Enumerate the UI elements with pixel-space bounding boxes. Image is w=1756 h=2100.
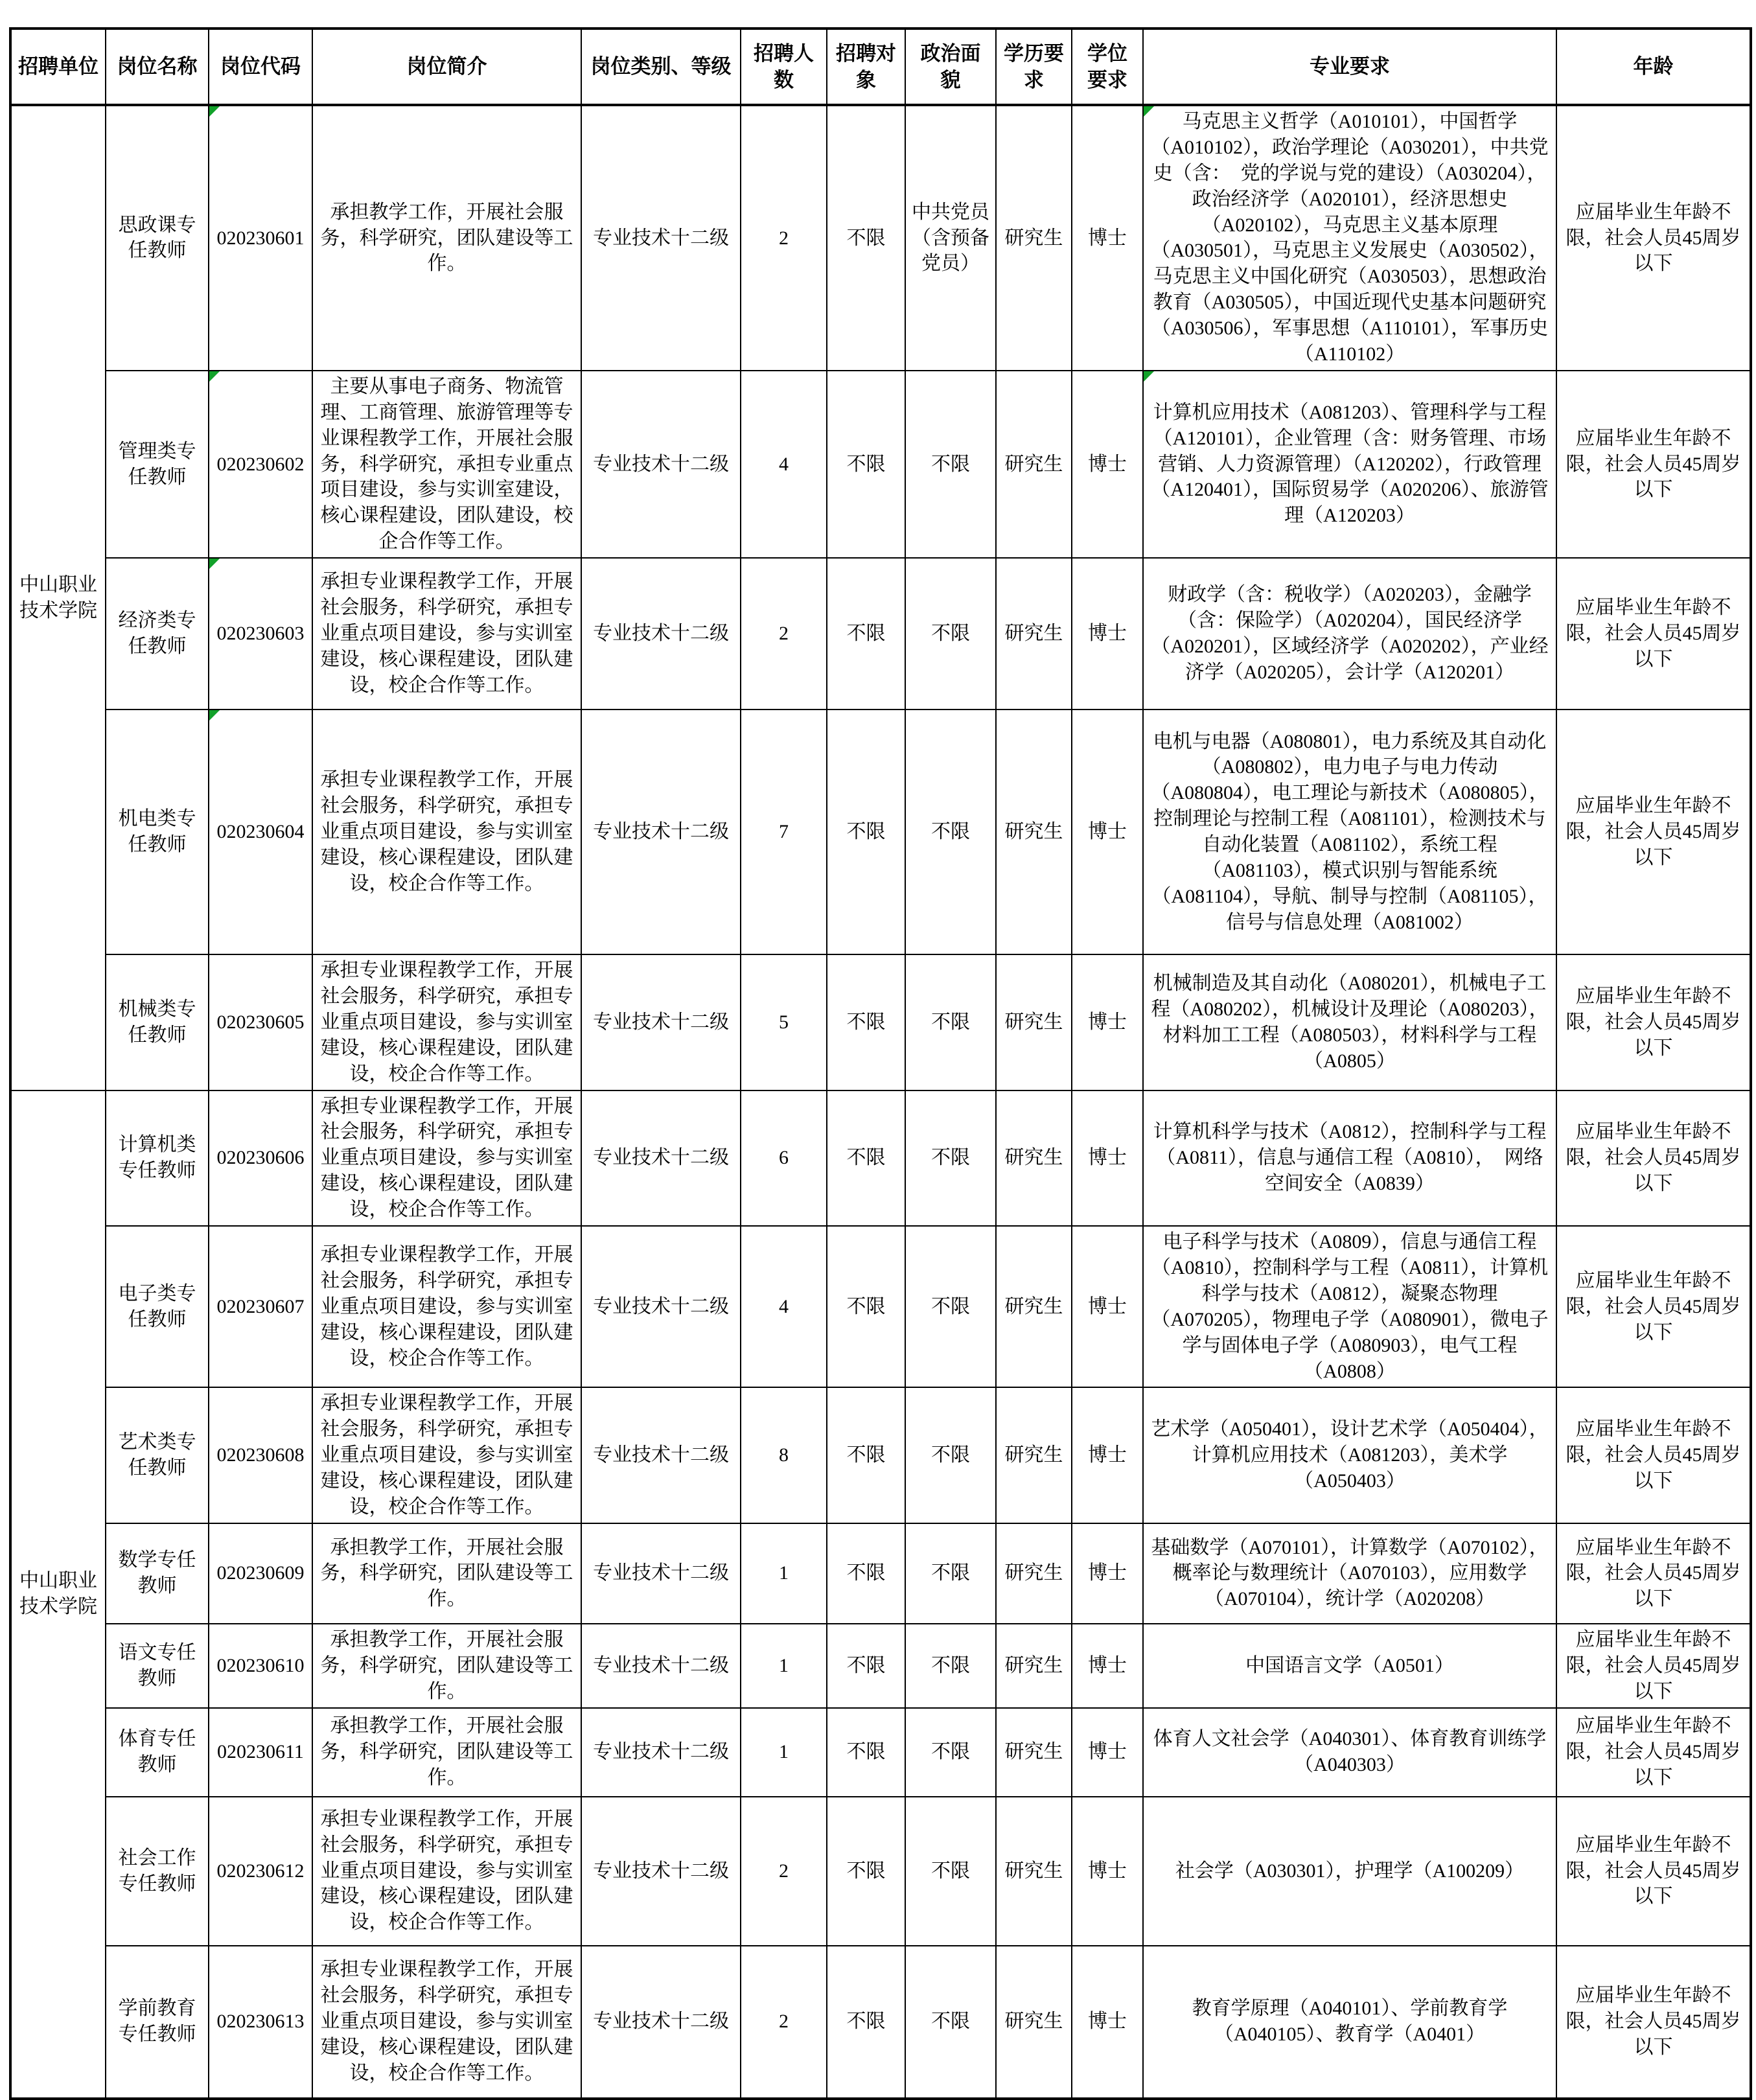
age-cell: 应届毕业生年龄不限，社会人员45周岁以下 [1556, 1387, 1751, 1523]
political-cell: 不限 [905, 954, 996, 1090]
education-cell: 研究生 [996, 1797, 1072, 1946]
code-text: 020230605 [216, 1011, 305, 1033]
job-desc-cell: 承担教学工作，开展社会服务，科学研究，团队建设等工作。 [312, 1624, 581, 1708]
count-cell: 4 [741, 1226, 827, 1387]
table-body [10, 105, 1751, 2099]
target-cell: 不限 [827, 1090, 905, 1226]
col-header: 学历要求 [996, 29, 1072, 105]
job-code-cell [209, 105, 312, 371]
count-cell: 2 [741, 1797, 827, 1946]
table-row [10, 954, 1751, 1090]
job-name-cell: 数学专任教师 [106, 1523, 209, 1624]
job-name-cell: 学前教育专任教师 [106, 1946, 209, 2099]
degree-cell: 博士 [1072, 710, 1143, 954]
political-cell: 不限 [905, 1624, 996, 1708]
majors-text: 马克思主义哲学（A010101），中国哲学（A010102），政治学理论（A030201），中共党史（含： 党的学说与党的建设）（A030204），政治经济学（A020101），经济思想史（A020102），马克思主义基本原理（A030501），马克思主义发展史（A030502），马克思主义中国化研究（A030503），思想政治教育（A030505），中国近现代史基本问题研究（A030506），军事思想（A110101），军事历史（A110102） [1151, 111, 1549, 365]
degree-cell: 博士 [1072, 1090, 1143, 1226]
table-row [10, 1226, 1751, 1387]
majors-cell [1143, 1708, 1556, 1797]
majors-text: 艺术学（A050401），设计艺术学（A050404），计算机应用技术（A081203），美术学（A050403） [1151, 1418, 1549, 1492]
majors-cell [1143, 1523, 1556, 1624]
political-cell: 不限 [905, 1523, 996, 1624]
degree-cell: 博士 [1072, 1226, 1143, 1387]
majors-cell [1143, 558, 1556, 710]
job-name-cell: 电子类专任教师 [106, 1226, 209, 1387]
degree-cell: 博士 [1072, 1946, 1143, 2099]
education-cell: 研究生 [996, 1946, 1072, 2099]
table-row [10, 1523, 1751, 1624]
unit-cell: 中山职业技术学院 [10, 105, 106, 1090]
target-cell: 不限 [827, 1946, 905, 2099]
code-text: 020230606 [216, 1147, 305, 1169]
political-cell: 不限 [905, 1387, 996, 1523]
col-header: 政治面貌 [905, 29, 996, 105]
count-cell: 1 [741, 1708, 827, 1797]
job-name-cell: 社会工作专任教师 [106, 1797, 209, 1946]
col-header: 招聘单位 [10, 29, 106, 105]
political-cell: 不限 [905, 1946, 996, 2099]
error-flag-icon [1144, 106, 1154, 117]
majors-text: 计算机科学与技术（A0812），控制科学与工程（A0811），信息与通信工程（A0810）， 网络空间安全（A0839） [1153, 1121, 1547, 1195]
job-name-cell: 艺术类专任教师 [106, 1387, 209, 1523]
political-cell: 不限 [905, 1797, 996, 1946]
job-desc-cell: 主要从事电子商务、物流管理、工商管理、旅游管理等专业课程教学工作，开展社会服务，科学研究，承担专业重点项目建设，参与实训室建设，核心课程建设，团队建设，校企合作等工作。 [312, 371, 581, 558]
majors-cell [1143, 1946, 1556, 2099]
col-header: 岗位代码 [209, 29, 312, 105]
target-cell: 不限 [827, 1624, 905, 1708]
majors-text: 体育人文社会学（A040301）、体育教育训练学（A040303） [1153, 1728, 1547, 1776]
category-cell: 专业技术十二级 [581, 1708, 741, 1797]
job-name-cell: 体育专任教师 [106, 1708, 209, 1797]
education-cell: 研究生 [996, 558, 1072, 710]
political-cell: 不限 [905, 1226, 996, 1387]
category-cell: 专业技术十二级 [581, 1090, 741, 1226]
job-code-cell [209, 1708, 312, 1797]
majors-text: 电子科学与技术（A0809），信息与通信工程（A0810），控制科学与工程（A0811），计算机科学与技术（A0812），凝聚态物理（A070205），物理电子学（A080901），微电子学与固体电子学（A080903），电气工程（A0808） [1151, 1231, 1549, 1382]
code-text: 020230604 [216, 821, 305, 843]
category-cell: 专业技术十二级 [581, 954, 741, 1090]
count-cell: 2 [741, 558, 827, 710]
job-code-cell [209, 1797, 312, 1946]
count-cell: 2 [741, 1946, 827, 2099]
political-cell: 中共党员（含预备党员） [905, 105, 996, 371]
age-cell: 应届毕业生年龄不限，社会人员45周岁以下 [1556, 1797, 1751, 1946]
education-cell: 研究生 [996, 1226, 1072, 1387]
degree-cell: 博士 [1072, 105, 1143, 371]
category-cell: 专业技术十二级 [581, 371, 741, 558]
category-cell: 专业技术十二级 [581, 1387, 741, 1523]
majors-text: 教育学原理（A040101）、学前教育学（A040105）、教育学（A0401） [1192, 1998, 1508, 2046]
code-text: 020230602 [216, 453, 305, 475]
col-header: 招聘对象 [827, 29, 905, 105]
degree-cell: 博士 [1072, 1624, 1143, 1708]
job-desc-cell: 承担专业课程教学工作，开展社会服务，科学研究，承担专业重点项目建设，参与实训室建设，核心课程建设，团队建设，校企合作等工作。 [312, 1387, 581, 1523]
count-cell: 1 [741, 1523, 827, 1624]
count-cell: 8 [741, 1387, 827, 1523]
job-name-cell: 经济类专任教师 [106, 558, 209, 710]
political-cell: 不限 [905, 710, 996, 954]
majors-cell [1143, 1226, 1556, 1387]
education-cell: 研究生 [996, 371, 1072, 558]
majors-text: 机械制造及其自动化（A080201），机械电子工程（A080202），机械设计及理论（A080203），材料加工工程（A080503），材料科学与工程（A0805） [1151, 973, 1549, 1072]
col-header: 岗位简介 [312, 29, 581, 105]
category-cell: 专业技术十二级 [581, 558, 741, 710]
table-row [10, 1946, 1751, 2099]
political-cell: 不限 [905, 1708, 996, 1797]
degree-cell: 博士 [1072, 371, 1143, 558]
table-row [10, 1624, 1751, 1708]
category-cell: 专业技术十二级 [581, 1946, 741, 2099]
code-text: 020230607 [216, 1295, 305, 1317]
majors-cell [1143, 1797, 1556, 1946]
target-cell: 不限 [827, 558, 905, 710]
job-desc-cell: 承担专业课程教学工作，开展社会服务，科学研究，承担专业重点项目建设，参与实训室建设，核心课程建设，团队建设，校企合作等工作。 [312, 1090, 581, 1226]
age-cell: 应届毕业生年龄不限，社会人员45周岁以下 [1556, 954, 1751, 1090]
education-cell: 研究生 [996, 710, 1072, 954]
job-name-cell: 机电类专任教师 [106, 710, 209, 954]
count-cell: 7 [741, 710, 827, 954]
job-name-cell: 计算机类专任教师 [106, 1090, 209, 1226]
political-cell: 不限 [905, 371, 996, 558]
count-cell: 4 [741, 371, 827, 558]
job-name-cell: 语文专任教师 [106, 1624, 209, 1708]
job-code-cell [209, 371, 312, 558]
age-cell: 应届毕业生年龄不限，社会人员45周岁以下 [1556, 558, 1751, 710]
code-text: 020230609 [216, 1562, 305, 1584]
code-text: 020230612 [216, 1860, 305, 1882]
col-header: 招聘人数 [741, 29, 827, 105]
category-cell: 专业技术十二级 [581, 1226, 741, 1387]
count-cell: 2 [741, 105, 827, 371]
table-row [10, 1387, 1751, 1523]
degree-cell: 博士 [1072, 1797, 1143, 1946]
table-row [10, 1708, 1751, 1797]
job-code-cell [209, 1946, 312, 2099]
job-code-cell [209, 1226, 312, 1387]
majors-cell [1143, 371, 1556, 558]
majors-cell [1143, 1624, 1556, 1708]
target-cell: 不限 [827, 1226, 905, 1387]
code-text: 020230603 [216, 623, 305, 645]
job-desc-cell: 承担教学工作，开展社会服务，科学研究，团队建设等工作。 [312, 105, 581, 371]
job-desc-cell: 承担专业课程教学工作，开展社会服务，科学研究，承担专业重点项目建设，参与实训室建设，核心课程建设，团队建设，校企合作等工作。 [312, 954, 581, 1090]
target-cell: 不限 [827, 710, 905, 954]
education-cell: 研究生 [996, 105, 1072, 371]
job-code-cell [209, 1387, 312, 1523]
target-cell: 不限 [827, 1797, 905, 1946]
job-desc-cell: 承担专业课程教学工作，开展社会服务，科学研究，承担专业重点项目建设，参与实训室建设，核心课程建设，团队建设，校企合作等工作。 [312, 558, 581, 710]
education-cell: 研究生 [996, 1708, 1072, 1797]
count-cell: 6 [741, 1090, 827, 1226]
job-code-cell [209, 1523, 312, 1624]
degree-cell: 博士 [1072, 1523, 1143, 1624]
job-desc-cell: 承担教学工作，开展社会服务，科学研究，团队建设等工作。 [312, 1523, 581, 1624]
age-cell: 应届毕业生年龄不限，社会人员45周岁以下 [1556, 105, 1751, 371]
col-header: 岗位名称 [106, 29, 209, 105]
job-code-cell [209, 1090, 312, 1226]
header-row [10, 29, 1751, 105]
col-header: 专业要求 [1143, 29, 1556, 105]
error-flag-icon [209, 371, 220, 382]
code-text: 020230610 [216, 1654, 305, 1676]
table-row [10, 1090, 1751, 1226]
code-text: 020230613 [216, 2011, 305, 2033]
job-name-cell: 管理类专任教师 [106, 371, 209, 558]
job-code-cell [209, 710, 312, 954]
table-row [10, 105, 1751, 371]
degree-cell: 博士 [1072, 558, 1143, 710]
job-desc-cell: 承担专业课程教学工作，开展社会服务，科学研究，承担专业重点项目建设，参与实训室建设，核心课程建设，团队建设，校企合作等工作。 [312, 1797, 581, 1946]
age-cell: 应届毕业生年龄不限，社会人员45周岁以下 [1556, 1624, 1751, 1708]
majors-cell [1143, 710, 1556, 954]
count-cell: 1 [741, 1624, 827, 1708]
category-cell: 专业技术十二级 [581, 1797, 741, 1946]
code-text: 020230611 [217, 1741, 304, 1763]
table-row [10, 710, 1751, 954]
table-row [10, 1797, 1751, 1946]
category-cell: 专业技术十二级 [581, 105, 741, 371]
job-desc-cell: 承担专业课程教学工作，开展社会服务，科学研究，承担专业重点项目建设，参与实训室建设，核心课程建设，团队建设，校企合作等工作。 [312, 1946, 581, 2099]
age-cell: 应届毕业生年龄不限，社会人员45周岁以下 [1556, 1226, 1751, 1387]
majors-text: 财政学（含：税收学）（A020203），金融学（含：保险学）（A020204），国民经济学（A020201），区域经济学（A020202），产业经济学（A020205），会计学（A120201） [1151, 584, 1549, 684]
col-header: 学位要求 [1072, 29, 1143, 105]
education-cell: 研究生 [996, 1387, 1072, 1523]
error-flag-icon [209, 710, 220, 721]
education-cell: 研究生 [996, 954, 1072, 1090]
political-cell: 不限 [905, 558, 996, 710]
age-cell: 应届毕业生年龄不限，社会人员45周岁以下 [1556, 371, 1751, 558]
unit-cell: 中山职业技术学院 [10, 1090, 106, 2099]
target-cell: 不限 [827, 1523, 905, 1624]
table-row [10, 558, 1751, 710]
col-header: 岗位类别、等级 [581, 29, 741, 105]
target-cell: 不限 [827, 954, 905, 1090]
target-cell: 不限 [827, 105, 905, 371]
majors-text: 中国语言文学（A0501） [1245, 1654, 1454, 1676]
job-desc-cell: 承担专业课程教学工作，开展社会服务，科学研究，承担专业重点项目建设，参与实训室建设，核心课程建设，团队建设，校企合作等工作。 [312, 710, 581, 954]
job-code-cell [209, 1624, 312, 1708]
target-cell: 不限 [827, 1708, 905, 1797]
majors-text: 计算机应用技术（A081203）、管理科学与工程（A120101），企业管理（含：财务管理、市场营销、人力资源管理）（A120202），行政管理（A120401），国际贸易学（A020206）、旅游管理（A120203） [1151, 401, 1549, 527]
count-cell: 5 [741, 954, 827, 1090]
job-code-cell [209, 558, 312, 710]
age-cell: 应届毕业生年龄不限，社会人员45周岁以下 [1556, 1090, 1751, 1226]
degree-cell: 博士 [1072, 1708, 1143, 1797]
education-cell: 研究生 [996, 1090, 1072, 1226]
job-desc-cell: 承担专业课程教学工作，开展社会服务，科学研究，承担专业重点项目建设，参与实训室建设，核心课程建设，团队建设，校企合作等工作。 [312, 1226, 581, 1387]
error-flag-icon [1144, 371, 1154, 382]
col-header: 年龄 [1556, 29, 1751, 105]
target-cell: 不限 [827, 1387, 905, 1523]
target-cell: 不限 [827, 371, 905, 558]
age-cell: 应届毕业生年龄不限，社会人员45周岁以下 [1556, 1523, 1751, 1624]
job-desc-cell: 承担教学工作，开展社会服务，科学研究，团队建设等工作。 [312, 1708, 581, 1797]
education-cell: 研究生 [996, 1624, 1072, 1708]
degree-cell: 博士 [1072, 1387, 1143, 1523]
job-code-cell [209, 954, 312, 1090]
majors-cell [1143, 1090, 1556, 1226]
majors-cell [1143, 105, 1556, 371]
code-text: 020230608 [216, 1444, 305, 1466]
education-cell: 研究生 [996, 1523, 1072, 1624]
job-table [9, 27, 1752, 2100]
degree-cell: 博士 [1072, 954, 1143, 1090]
error-flag-icon [209, 559, 220, 569]
majors-cell [1143, 954, 1556, 1090]
code-text: 020230601 [216, 227, 305, 249]
category-cell: 专业技术十二级 [581, 710, 741, 954]
majors-text: 社会学（A030301），护理学（A100209） [1175, 1860, 1525, 1882]
majors-cell [1143, 1387, 1556, 1523]
age-cell: 应届毕业生年龄不限，社会人员45周岁以下 [1556, 710, 1751, 954]
job-name-cell: 思政课专任教师 [106, 105, 209, 371]
table-row [10, 371, 1751, 558]
political-cell: 不限 [905, 1090, 996, 1226]
age-cell: 应届毕业生年龄不限，社会人员45周岁以下 [1556, 1946, 1751, 2099]
category-cell: 专业技术十二级 [581, 1624, 741, 1708]
majors-text: 基础数学（A070101），计算数学（A070102），概率论与数理统计（A070103），应用数学（A070104），统计学（A020208） [1151, 1536, 1549, 1610]
error-flag-icon [209, 106, 220, 117]
age-cell: 应届毕业生年龄不限，社会人员45周岁以下 [1556, 1708, 1751, 1797]
category-cell: 专业技术十二级 [581, 1523, 741, 1624]
job-name-cell: 机械类专任教师 [106, 954, 209, 1090]
majors-text: 电机与电器（A080801），电力系统及其自动化（A080802），电力电子与电力传动（A080804），电工理论与新技术（A080805），控制理论与控制工程（A081101），检测技术与自动化装置（A081102），系统工程（A081103），模式识别与智能系统（A081104），导航、制导与控制（A081105），信号与信息处理（A081002） [1151, 730, 1549, 933]
